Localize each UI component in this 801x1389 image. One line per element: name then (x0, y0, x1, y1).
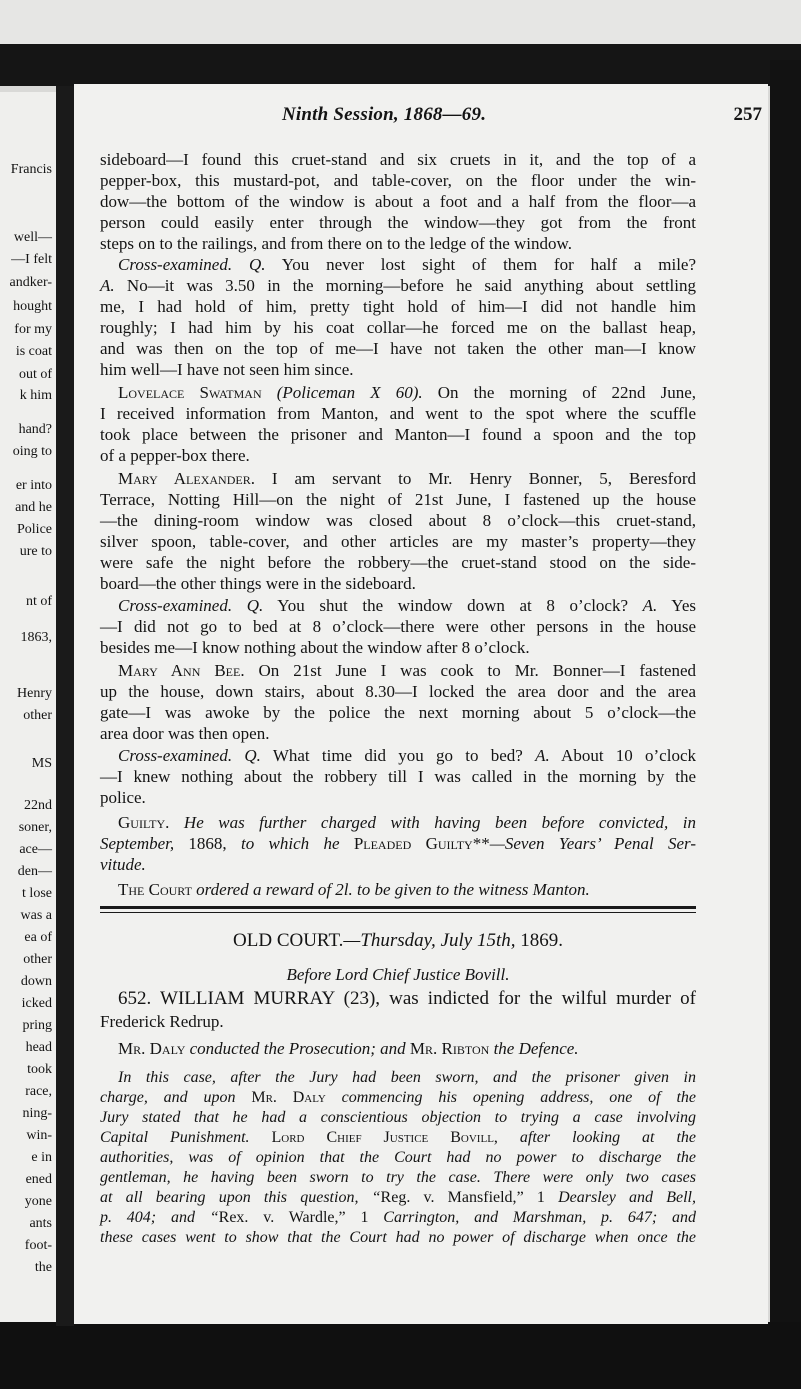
text-span: You never lost sight of them for half a mile? (265, 255, 697, 274)
case-citation: Reg. v. Mansfield, (380, 1189, 517, 1206)
text-span: conducted the Prosecution; and (185, 1039, 410, 1058)
text-line: me, I had hold of him, pretty tight hold of him—I did not handle him (100, 297, 696, 316)
verdict-label: Guilty. (118, 813, 170, 832)
text-line: besides me—I know nothing about the window after 8 o’clock. (100, 638, 530, 657)
text-span: charge, and upon (100, 1089, 252, 1106)
facing-page-fragment: ure to (19, 544, 52, 559)
verdict-line (118, 813, 696, 833)
text-span: to which he (241, 834, 354, 853)
question-marker: Q. (248, 255, 266, 274)
text-line: gentleman, he having been sworn to try the case. There were only two cases (100, 1169, 696, 1186)
section-rule (100, 906, 696, 909)
text-span: the Defence. (489, 1039, 579, 1058)
text-line: him well—I have not seen him since. (100, 360, 354, 379)
text-span: —Seven Years’ Penal Ser- (489, 834, 696, 853)
facing-page-fragment: icked (21, 996, 52, 1011)
judge-name: Lord Chief Justice Bovill, (249, 1129, 498, 1146)
answer-marker: A. (642, 596, 658, 615)
facing-page-fragment: was a (20, 908, 52, 923)
text-line: and was then on the top of me—I have not taken the other man—I know (100, 339, 696, 358)
facing-page-fragment: ace— (19, 842, 52, 857)
text-line: these cases went to show that the Court had no power of discharge when once the (100, 1229, 696, 1246)
facing-page-fragment: for my (14, 322, 52, 337)
cross-examined-label: Cross-examined. (118, 596, 233, 615)
facing-page-fragment: down (20, 974, 52, 989)
facing-page-fragment: race, (25, 1084, 52, 1099)
sentence-line (100, 834, 696, 854)
witness-name: Lovelace Swatman (118, 383, 262, 402)
facing-page-fragment: and he (15, 500, 52, 515)
facing-page-fragment: t lose (22, 886, 52, 901)
text-span: after looking at the (497, 1129, 696, 1146)
book-spine (56, 86, 74, 1326)
facing-page-fragment: er into (15, 478, 52, 493)
facing-page-fragment: hand? (18, 422, 52, 437)
facing-page-fragment: e in (31, 1150, 52, 1165)
facing-page-fragment: k him (19, 388, 52, 403)
judge-line: Before Lord Chief Justice Bovill. (286, 965, 510, 984)
text-span: commencing his opening address, one of the (325, 1089, 697, 1106)
text-line: vitude. (100, 855, 146, 874)
court-order-line (118, 880, 696, 900)
text-span: I am servant to Mr. Henry Bonner, 5, Beresford (254, 469, 696, 488)
case-number: 652. (118, 988, 152, 1009)
case-citation: Rex. v. Wardle, (218, 1209, 339, 1226)
text-line: pepper-box, this mustard-pot, and table-cover, on the floor under the win- (100, 171, 696, 190)
answer-marker: A. (535, 746, 550, 765)
text-line: were safe the night before the robbery—the cruet-stand stood on the side- (100, 553, 696, 572)
text-span: ordered a reward of 2l. to be given to the witness Manton. (191, 880, 590, 899)
text-line: of a pepper-box there. (100, 446, 250, 465)
text-line: Frederick Redrup. (100, 1012, 224, 1031)
court-session-heading (100, 930, 696, 952)
text-span: ” 1 (338, 1209, 384, 1226)
facing-page-fragment: den— (17, 864, 52, 879)
session-year: 1869. (515, 930, 563, 951)
facing-page-fragment: head (25, 1040, 52, 1055)
text-span: No—it was 3.50 in the morning—before he said anything about settling (114, 276, 696, 295)
facing-page-fragment: ened (25, 1172, 52, 1187)
text-span: Dearsley and Bell, (558, 1189, 697, 1206)
text-line: sideboard—I found this cruet-stand and six cruets in it, and the top of a (100, 150, 696, 169)
text-line (100, 1188, 696, 1207)
question-marker: Q. (244, 746, 261, 765)
text-span: Capital Punishment. (100, 1129, 250, 1146)
text-span: About 10 o’clock (549, 746, 696, 765)
witness-line (118, 469, 696, 489)
facing-page-fragment: ants (29, 1216, 52, 1231)
facing-page-fragment: the (34, 1260, 52, 1275)
session-date: —Thursday, July 15th, (343, 930, 516, 951)
text-span: (23), was indicted for the wilful murder of (334, 988, 696, 1009)
facing-page-fragment: ning- (22, 1106, 52, 1121)
facing-page-fragment: Francis (10, 162, 52, 177)
text-line: gate—I was awoke by the police the next morning about 5 o’clock—the (100, 703, 696, 722)
text-line: —I knew nothing about the robbery till I was called in the morning by the (100, 767, 696, 786)
cross-examination-line (118, 746, 696, 766)
counsel-name: Mr. Daly (251, 1089, 326, 1106)
facing-page-fragment: other (23, 708, 52, 723)
witness-name: Mary Alexander. (118, 469, 255, 488)
text-span: at all bearing upon this question, “ (100, 1189, 381, 1206)
cross-examination-line (118, 255, 696, 275)
text-line: person could easily enter through the window—they got from the front (100, 213, 696, 232)
text-span: p. 404; and “ (100, 1209, 219, 1226)
facing-page-fragment: oing to (12, 444, 52, 459)
text-span: He was further charged with having been before convicted, in (169, 813, 696, 832)
facing-page-fragment: pring (22, 1018, 52, 1033)
text-line: steps on to the railings, and from there on to the ledge of the window. (100, 234, 572, 253)
facing-page-fragment: MS (31, 756, 52, 771)
facing-page-fragment: out of (18, 367, 52, 382)
cross-examined-label: Cross-examined. (118, 746, 233, 765)
text-line (100, 1128, 696, 1147)
text-line: —the dining-room window was closed about 8 o’clock—this cruet-stand, (100, 511, 696, 530)
text-span: On the morning of 22nd June, (422, 383, 697, 402)
scan-right-shadow (770, 60, 801, 1389)
text-span: 1868, (174, 834, 241, 853)
text-line: area door was then open. (100, 724, 270, 743)
facing-page-fragment: well— (13, 230, 52, 245)
counsel-line (118, 1039, 696, 1059)
prosecution-counsel: Mr. Daly (118, 1039, 186, 1058)
text-line: —I did not go to bed at 8 o’clock—there were other persons in the house (100, 617, 696, 636)
defendant-name: WILLIAM MURRAY (151, 988, 335, 1009)
facing-page-fragment: soner, (18, 820, 52, 835)
facing-page-fragment: win- (26, 1128, 52, 1143)
text-span: Yes (657, 596, 696, 615)
text-span: Carrington, and Marshman, p. 647; and (383, 1209, 696, 1226)
defence-counsel: Mr. Ribton (409, 1039, 490, 1058)
document-page (74, 84, 768, 1324)
plea-label: Pleaded Guilty** (353, 834, 490, 853)
scan-top-shadow (0, 44, 801, 86)
text-span: ” 1 (516, 1189, 559, 1206)
text-line: police. (100, 788, 146, 807)
witness-line (118, 383, 696, 403)
facing-page-fragment: hought (13, 299, 52, 314)
witness-name: Mary Ann Bee. (118, 661, 245, 680)
facing-page-fragment: yone (24, 1194, 52, 1209)
running-head: Ninth Session, 1868—69. (282, 104, 487, 125)
text-span: September, (100, 834, 175, 853)
facing-page-fragment: took (27, 1062, 52, 1077)
cross-examination-line (118, 596, 696, 616)
text-span: On 21st June I was cook to Mr. Bonner—I fastened (244, 661, 696, 680)
question-marker: Q. (246, 596, 264, 615)
facing-page-fragment: nt of (25, 594, 52, 609)
cross-examined-label: Cross-examined. (118, 255, 233, 274)
text-line: up the house, down stairs, about 8.30—I locked the area door and the area (100, 682, 696, 701)
text-line: Jury stated that he had a conscientious objection to trying a case involving (100, 1109, 696, 1126)
facing-page-fragment: is coat (15, 344, 52, 359)
witness-role: (Policeman X 60). (276, 383, 423, 402)
text-line: board—the other things were in the sideboard. (100, 574, 416, 593)
text-line: I received information from Manton, and went to the spot where the scuffle (100, 404, 696, 423)
facing-page-fragment: 1863, (20, 630, 52, 645)
section-rule-thin (100, 912, 696, 913)
text-span: You shut the window down at 8 o’clock? (263, 596, 643, 615)
facing-page-fragment: Henry (17, 686, 52, 701)
case-title-line (118, 988, 696, 1010)
facing-page-fragment: ea of (24, 930, 52, 945)
answer-marker: A. (100, 276, 115, 295)
text-line (100, 1208, 696, 1227)
witness-line (118, 661, 696, 681)
text-line: silver spoon, table-cover, and other articles are my master’s property—they (100, 532, 696, 551)
page-header (74, 104, 768, 132)
text-line: dow—the bottom of the window is about a foot and a half from the floor—a (100, 192, 696, 211)
facing-page-fragment: Police (17, 522, 52, 537)
facing-page-fragment: andker- (9, 275, 52, 290)
text-line: roughly; I had him by his coat collar—he forced me on the ballast heap, (100, 318, 696, 337)
court-label: The Court (118, 880, 192, 899)
text-line: authorities, was of opinion that the Court had no power to discharge the (100, 1149, 696, 1166)
facing-page-fragment: 22nd (24, 798, 52, 813)
text-span: What time did you go to bed? (260, 746, 536, 765)
facing-page-fragment: —I felt (11, 252, 52, 267)
text-line: Terrace, Notting Hill—on the night of 21st June, I fastened up the house (100, 490, 696, 509)
court-name: OLD COURT. (233, 930, 344, 951)
text-line (100, 1088, 696, 1107)
page-number: 257 (733, 104, 762, 125)
facing-page-fragment: foot- (24, 1238, 52, 1253)
text-line: In this case, after the Jury had been sworn, and the prisoner given in (118, 1069, 696, 1086)
scan-bottom-shadow (0, 1322, 801, 1389)
answer-line (100, 276, 696, 296)
text-line: took place between the prisoner and Manton—I found a spoon and the top (100, 425, 696, 444)
facing-page (0, 92, 56, 1322)
facing-page-fragment: other (23, 952, 52, 967)
